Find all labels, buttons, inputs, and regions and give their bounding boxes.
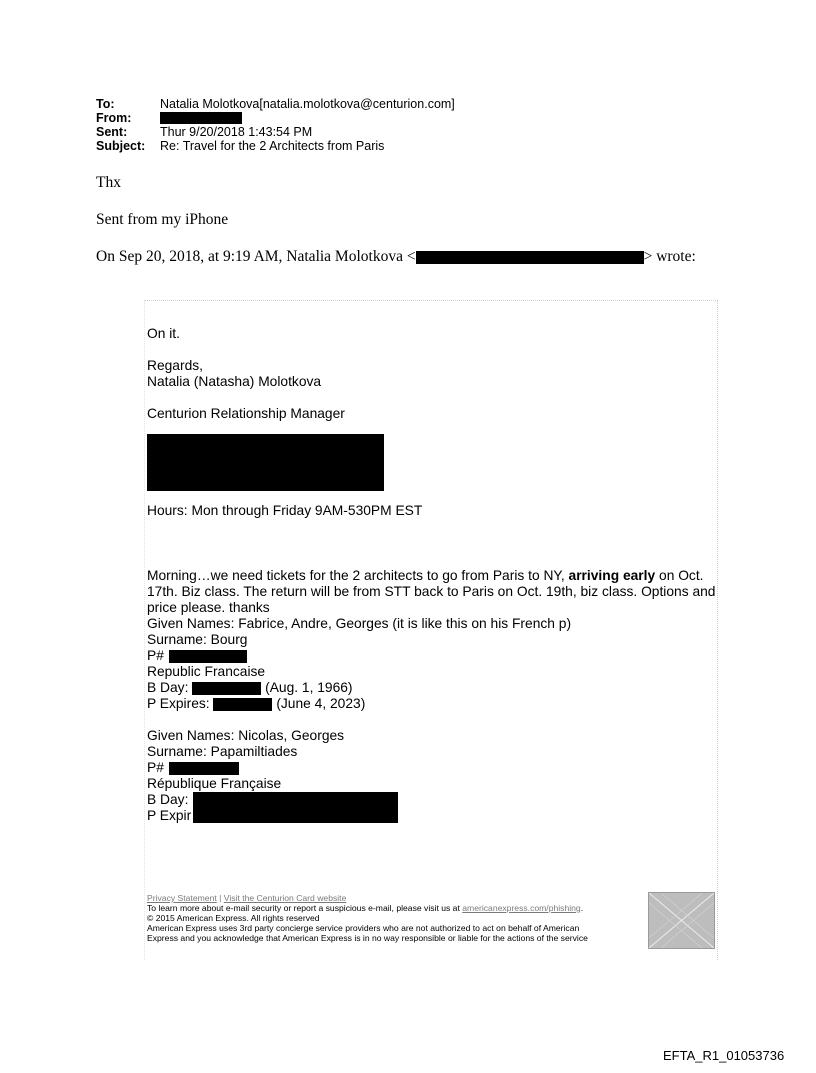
person1-bday-suffix: (Aug. 1, 1966) xyxy=(265,680,353,695)
footer-disclaimer-1: American Express uses 3rd party concierge service providers who are not authorized to act on behalf of American xyxy=(147,923,580,933)
quote-intro-prefix: On Sep 20, 2018, at 9:19 AM, Natalia Molotkova < xyxy=(96,248,416,265)
quoted-sender-title: Centurion Relationship Manager xyxy=(147,406,345,421)
person2-bday: B Day: xyxy=(147,792,189,807)
footer-security-text: To learn more about e-mail security or report a suspicious e-mail, please visit us at xyxy=(147,903,463,913)
quoted-message xyxy=(144,300,718,960)
person2-passport-label: P# xyxy=(147,760,164,775)
amex-footer xyxy=(147,893,647,943)
subject-label: Subject: xyxy=(96,139,146,153)
request-text-end: on Oct. 17th. Biz class. The return will be from STT back to Paris on Oct. 19th, biz class. Options and price please. thanks xyxy=(147,568,716,615)
subject-row xyxy=(96,139,455,153)
person1-passport xyxy=(147,648,247,664)
person1-bday-label: B Day: xyxy=(147,680,189,695)
footer-security-end: . xyxy=(580,903,584,913)
to-row xyxy=(96,97,455,111)
person1-given-names: Given Names: Fabrice, Andre, Georges (it is like this on his French p) xyxy=(147,616,572,631)
redaction-person1-passport xyxy=(169,650,247,663)
person2-country: République Française xyxy=(147,776,282,791)
from-label: From: xyxy=(96,111,132,125)
person2-passport xyxy=(147,760,239,776)
redaction-person2-passport xyxy=(169,762,239,775)
to-label: To: xyxy=(96,97,115,111)
image-placeholder-icon xyxy=(649,893,714,948)
person1-expires xyxy=(147,696,365,712)
email-header xyxy=(96,97,455,153)
sent-value: Thur 9/20/2018 1:43:54 PM xyxy=(160,125,313,139)
sent-row xyxy=(96,125,455,139)
request-text-bold: arriving early xyxy=(568,568,656,583)
quote-intro xyxy=(96,248,696,266)
reply-signature: Sent from my iPhone xyxy=(96,211,229,228)
person1-passport-label: P# xyxy=(147,648,164,663)
footer-security-row xyxy=(147,903,647,913)
footer-links-row xyxy=(147,893,647,903)
redaction-person1-expires xyxy=(213,698,272,711)
to-value: Natalia Molotkova[natalia.molotkova@centurion.com] xyxy=(160,97,455,111)
redaction-from xyxy=(160,112,242,124)
footer-copyright: © 2015 American Express. All rights reserved xyxy=(147,913,320,923)
phishing-link[interactable]: americanexpress.com/phishing xyxy=(462,903,581,913)
person1-bday xyxy=(147,680,353,696)
quoted-hours: Hours: Mon through Friday 9AM-530PM EST xyxy=(147,503,423,518)
footer-disclaimer-2: Express and you acknowledge that American Express is in no way responsible or liable for the actions of the service xyxy=(147,933,588,943)
person2-expires: P Expir xyxy=(147,808,192,823)
redaction-email xyxy=(416,251,644,264)
privacy-statement-link[interactable]: Privacy Statement xyxy=(147,893,217,903)
person1-expires-suffix: (June 4, 2023) xyxy=(276,696,366,711)
redaction-person1-bday xyxy=(192,682,261,695)
document-id: EFTA_R1_01053736 xyxy=(663,1048,785,1063)
person1-expires-label: P Expires: xyxy=(147,696,210,711)
quoted-regards: Regards, xyxy=(147,358,203,373)
centurion-card-website-link[interactable]: Visit the Centurion Card website xyxy=(223,893,347,903)
person2-surname: Surname: Papamiltiades xyxy=(147,744,298,759)
quoted-opening: On it. xyxy=(147,326,180,341)
from-row xyxy=(96,111,455,125)
quoted-sender-name: Natalia (Natasha) Molotkova xyxy=(147,374,322,389)
subject-value: Re: Travel for the 2 Architects from Paris xyxy=(160,139,385,153)
sent-label: Sent: xyxy=(96,125,128,139)
person1-country: Republic Francaise xyxy=(147,664,266,679)
request-text-start: Morning…we need tickets for the 2 architects to go from Paris to NY, xyxy=(147,568,569,583)
redaction-person2-details xyxy=(193,792,398,823)
person2-given-names: Given Names: Nicolas, Georges xyxy=(147,728,345,743)
amex-logo-placeholder xyxy=(648,892,715,949)
quote-intro-suffix: > wrote: xyxy=(643,248,696,265)
person1-surname: Surname: Bourg xyxy=(147,632,248,647)
footer-separator: | xyxy=(216,893,224,903)
redaction-contact-block xyxy=(147,434,384,491)
reply-body: Thx xyxy=(96,174,121,191)
quoted-request xyxy=(147,568,717,616)
